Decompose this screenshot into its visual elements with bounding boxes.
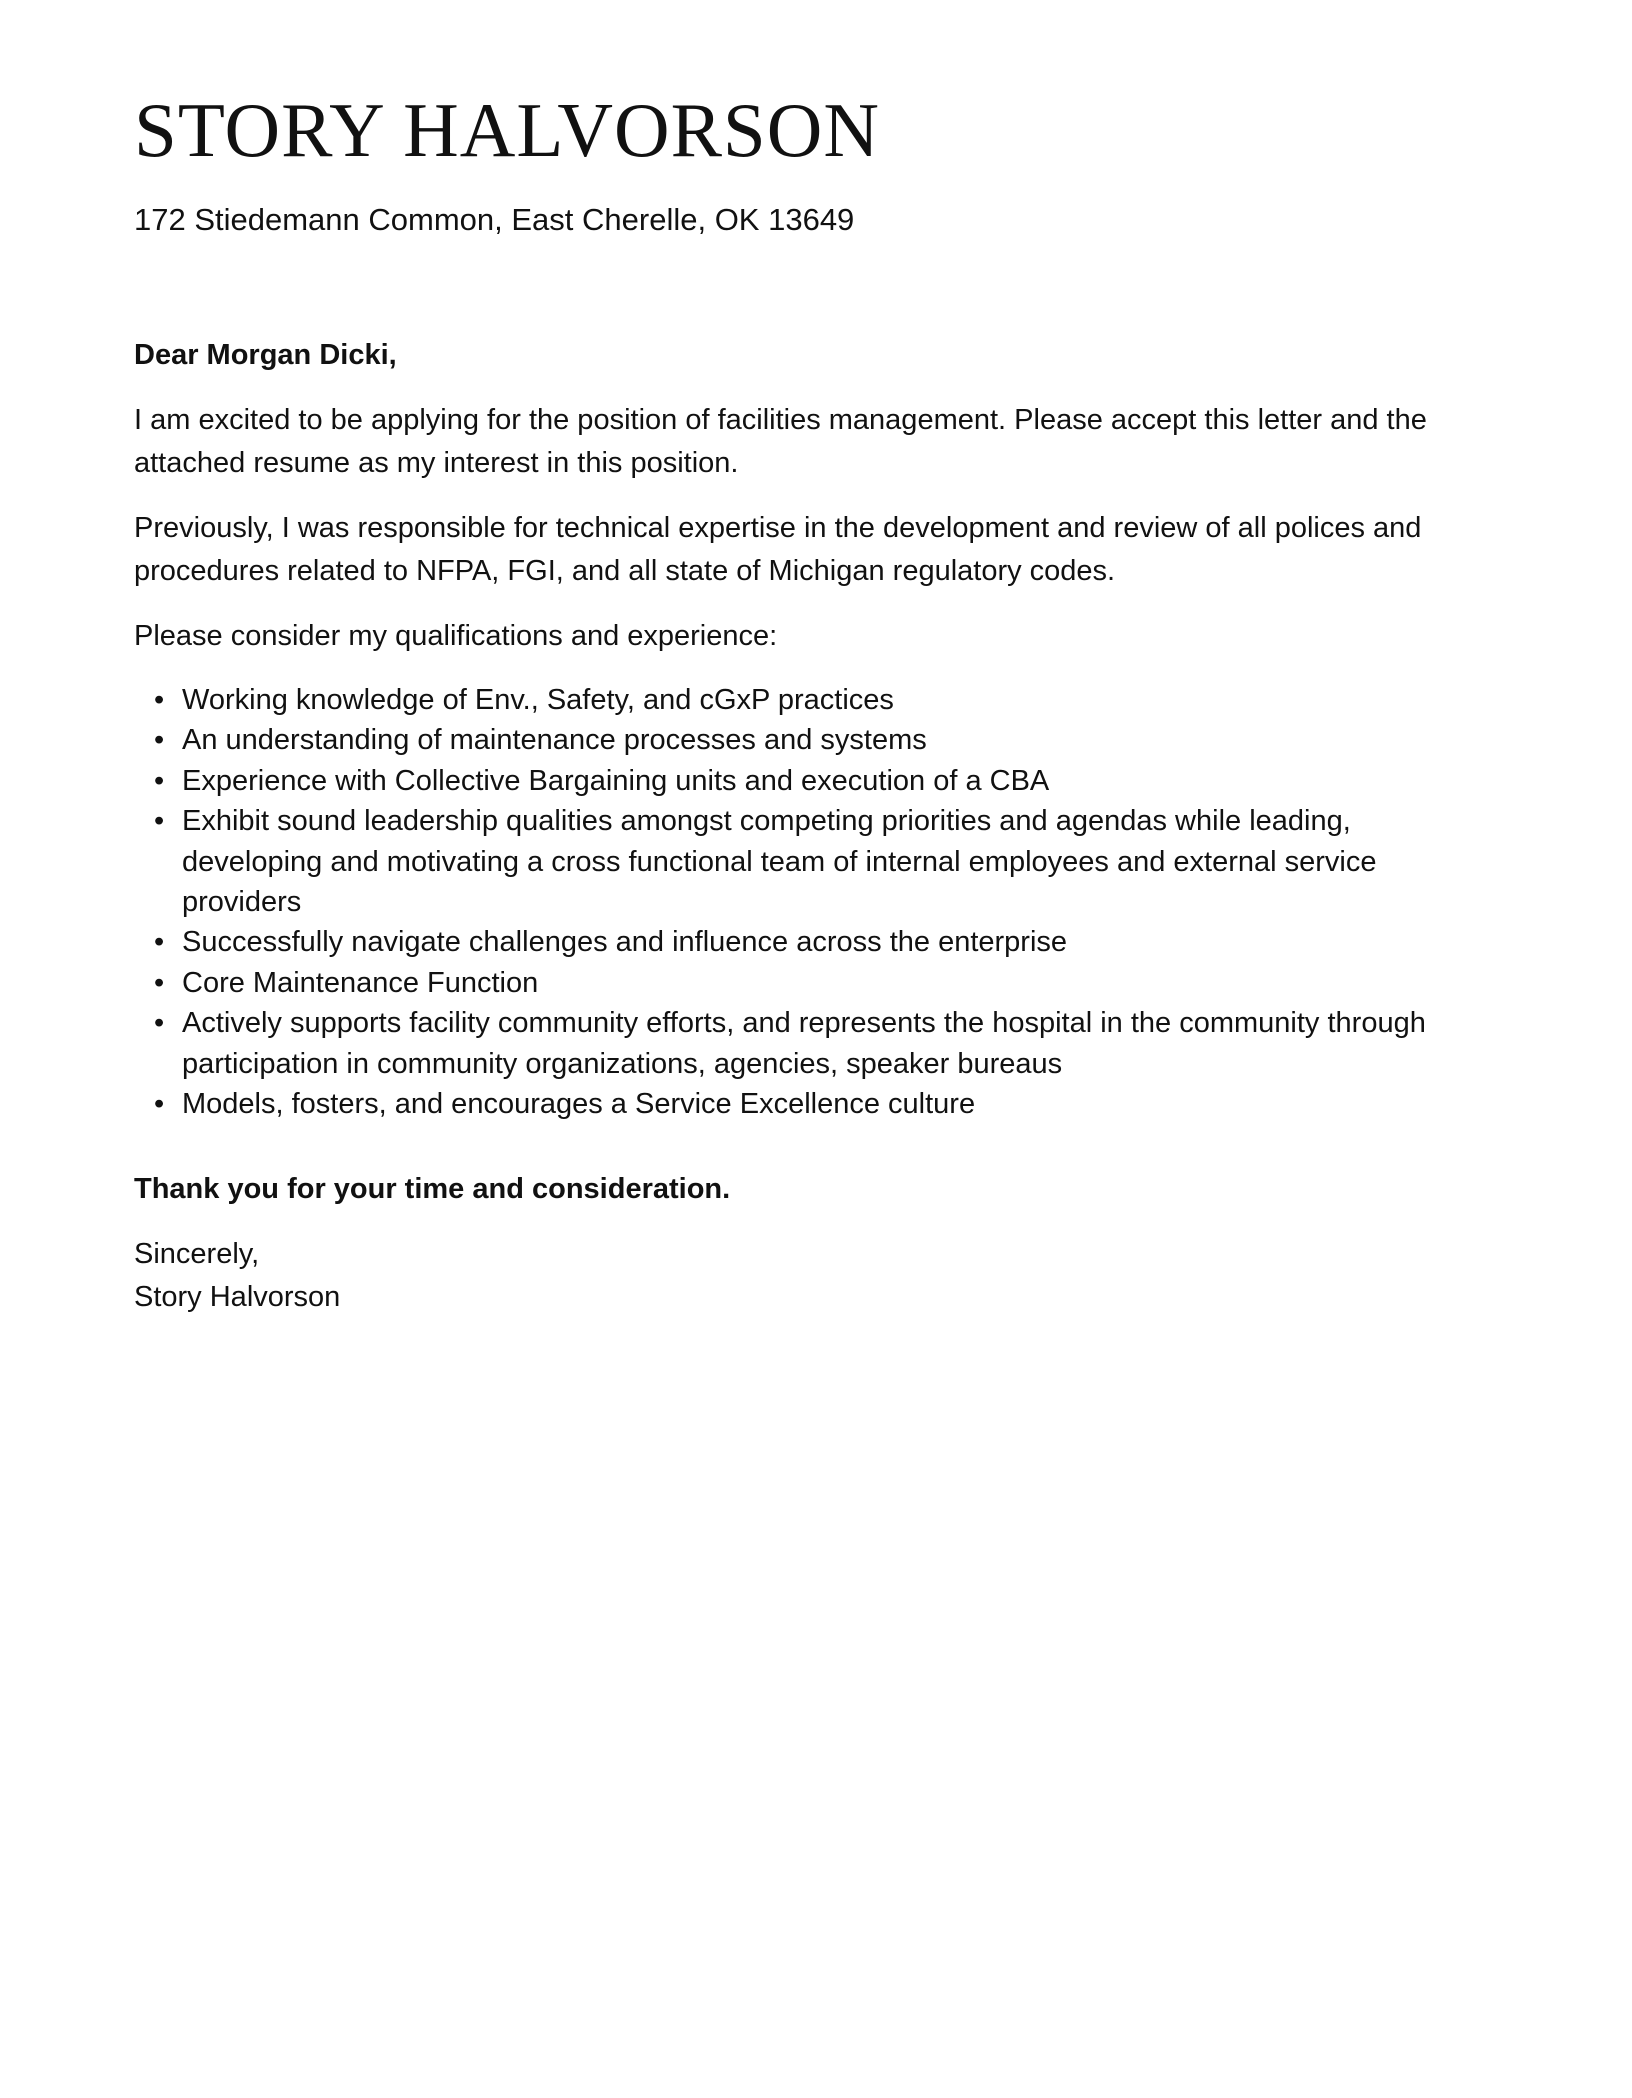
bullet-icon: • — [154, 805, 165, 838]
qualifications-list — [134, 680, 1498, 1124]
list-item-text: Actively supports facility community efforts, and represents the hospital in the community through participation in community organizations, agencies, speaker bureaus — [182, 1007, 1426, 1080]
list-item — [154, 1003, 1498, 1084]
sender-address: 172 Stiedemann Common, East Cherelle, OK 13649 — [134, 202, 855, 237]
list-item-text: Core Maintenance Function — [182, 966, 539, 999]
bullet-icon: • — [154, 724, 165, 757]
list-item-text: Exhibit sound leadership qualities amongst competing priorities and agendas while leading, developing and motivating a cross functional team of internal employees and external service providers — [182, 805, 1377, 919]
list-item — [154, 761, 1498, 801]
list-item — [154, 1084, 1498, 1124]
salutation: Dear Morgan Dicki, — [134, 339, 397, 371]
list-item — [154, 720, 1498, 760]
list-item — [154, 680, 1498, 720]
bullet-icon: • — [154, 966, 165, 999]
closing-block — [134, 1233, 1498, 1319]
list-item-text: Working knowledge of Env., Safety, and cGxP practices — [182, 684, 894, 716]
bullet-icon: • — [154, 1088, 165, 1121]
sender-name: STORY HALVORSON — [134, 87, 880, 173]
qualifications-intro: Please consider my qualifications and experience: — [134, 620, 778, 652]
experience-paragraph: Previously, I was responsible for technical expertise in the development and review of all polices and procedures related to NFPA, FGI, and all state of Michigan regulatory codes. — [134, 512, 1422, 587]
thanks-line: Thank you for your time and consideration. — [134, 1173, 731, 1206]
list-item-text: Successfully navigate challenges and influence across the enterprise — [182, 926, 1068, 959]
list-item — [154, 801, 1498, 922]
closing: Sincerely, — [134, 1238, 260, 1271]
list-item — [154, 922, 1498, 962]
bullet-icon: • — [154, 1007, 165, 1040]
signature: Story Halvorson — [134, 1281, 341, 1314]
letter-body — [134, 334, 1498, 1319]
bullet-icon: • — [154, 764, 165, 797]
bullet-icon: • — [154, 926, 165, 959]
list-item-text: Models, fosters, and encourages a Service Excellence culture — [182, 1088, 976, 1121]
list-item — [154, 963, 1498, 1003]
intro-paragraph: I am excited to be applying for the position of facilities management. Please accept this letter and the attached resume as my interest in this position. — [134, 404, 1427, 479]
list-item-text: Experience with Collective Bargaining units and execution of a CBA — [182, 764, 1050, 797]
bullet-icon: • — [154, 684, 165, 716]
list-item-text: An understanding of maintenance processes and systems — [182, 724, 927, 757]
